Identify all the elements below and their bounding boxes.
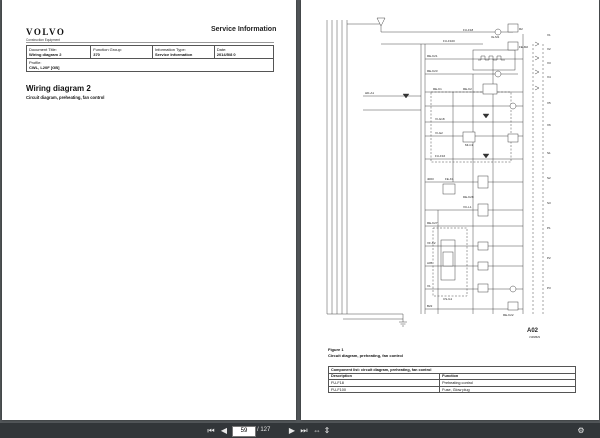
diagram-label: RE-K27: [427, 221, 438, 225]
diagram-label: VC-L1: [463, 205, 472, 209]
diagram-label: DE-K28: [463, 195, 474, 199]
tools-icon[interactable]: ⚙: [577, 426, 585, 435]
wire-code: S2: [547, 176, 551, 180]
component-function: Preheating control: [440, 380, 576, 387]
wire-code: X3: [547, 61, 551, 65]
fit-width-icon[interactable]: ⇔: [313, 426, 321, 435]
page-total: / 127: [257, 427, 271, 433]
diagram-code: A02: [527, 328, 539, 334]
diagram-label: VF-K2: [427, 241, 436, 245]
document-meta-table: [26, 45, 274, 72]
diagram-label: FE-M2: [519, 45, 528, 49]
table-row: [329, 386, 576, 393]
fit-page-icon[interactable]: ⇕: [323, 426, 331, 435]
meta-cell-date: [214, 46, 273, 59]
meta-label: Function Group:: [93, 47, 122, 52]
diagram-label: FU-F18: [463, 28, 474, 32]
diagram-ref: V1068629: [529, 336, 540, 339]
meta-label: Document Title:: [29, 47, 57, 52]
first-page-icon[interactable]: ⏮: [207, 426, 215, 435]
meta-label: Information Type:: [154, 47, 186, 52]
diagram-label: R2: [519, 27, 523, 31]
last-page-icon[interactable]: ⏭: [300, 426, 308, 435]
diagram-label: CS-G1: [443, 297, 453, 301]
document-page-left: [2, 0, 296, 420]
meta-value: Wiring diagram 2: [29, 52, 62, 57]
diagram-label: RE-K1: [433, 87, 442, 91]
prev-page-icon[interactable]: ◀: [220, 426, 228, 435]
component-description: FU-F100: [329, 386, 440, 393]
diagram-label: HD-A1: [365, 91, 375, 95]
diagram-label: FE-K1: [445, 177, 454, 181]
logo-subtitle: Construction Equipment: [26, 38, 61, 42]
diagram-label: RE-K22: [503, 313, 514, 317]
diagram-label: VI-G18: [435, 117, 445, 121]
meta-cell-doc-title: [27, 46, 91, 59]
document-subheading: Circuit diagram, preheating, fan control: [26, 95, 105, 100]
wire-code: X1: [547, 33, 551, 37]
wire-code: P3: [547, 286, 551, 290]
meta-value: 2014/5/8 0: [216, 52, 236, 57]
next-page-icon[interactable]: ▶: [288, 426, 296, 435]
diagram-label: RE-K2: [463, 87, 472, 91]
wire-code: P2: [547, 256, 551, 260]
pdf-viewer-toolbar: [0, 423, 600, 438]
component-list-table: [328, 366, 576, 393]
meta-label: Date:: [216, 47, 227, 52]
diagram-label: X1: [427, 284, 431, 288]
diagram-label: VI-G2: [435, 131, 443, 135]
header-divider: [26, 42, 274, 43]
diagram-label: RE-K21: [427, 54, 438, 58]
component-description: FU-F18: [329, 380, 440, 387]
wire-code: X5: [547, 101, 551, 105]
column-header-description: Description: [329, 373, 440, 380]
column-header-function: Function: [440, 373, 576, 380]
meta-cell-profile: [27, 59, 274, 72]
wire-code: S3: [547, 201, 551, 205]
meta-cell-function-group: [91, 46, 153, 59]
wire-code: X4: [547, 75, 551, 79]
diagram-label: FU-F16: [435, 154, 446, 158]
diagram-label: A05: [427, 261, 433, 265]
diagram-label: MI-C1: [465, 143, 474, 147]
wire-code: X2: [547, 47, 551, 51]
meta-label: Profile:: [29, 60, 42, 65]
table-row: [329, 380, 576, 387]
diagram-label: 4003: [427, 177, 434, 181]
wire-code: S1: [547, 151, 551, 155]
component-function: Fuse, Glow plug: [440, 386, 576, 393]
meta-value: CWL, L20F [GB]: [29, 65, 60, 70]
wire-code: P1: [547, 226, 551, 230]
component-list-title: Component list: circuit diagram, preheating, fan control: [329, 367, 576, 374]
document-page-right: [301, 0, 599, 420]
figure-caption: Circuit diagram, preheating, fan control: [328, 353, 403, 358]
meta-value: 370: [93, 52, 100, 57]
meta-cell-info-type: [152, 46, 214, 59]
page-number-input[interactable]: [232, 426, 256, 437]
figure-label: Figure 1: [328, 347, 344, 352]
meta-value: Service Information: [154, 52, 193, 57]
diagram-wires: [327, 18, 543, 326]
service-info-title: Service Information: [211, 26, 277, 33]
document-heading: Wiring diagram 2: [26, 84, 91, 93]
wiring-diagram: [323, 14, 555, 339]
diagram-label: FU-F100: [443, 39, 455, 43]
wire-code: X6: [547, 123, 551, 127]
diagram-label: RE-K23: [427, 69, 438, 73]
volvo-logo: VOLVO: [26, 27, 66, 37]
diagram-label: B22: [427, 304, 433, 308]
diagram-label: IG-M1: [491, 35, 500, 39]
